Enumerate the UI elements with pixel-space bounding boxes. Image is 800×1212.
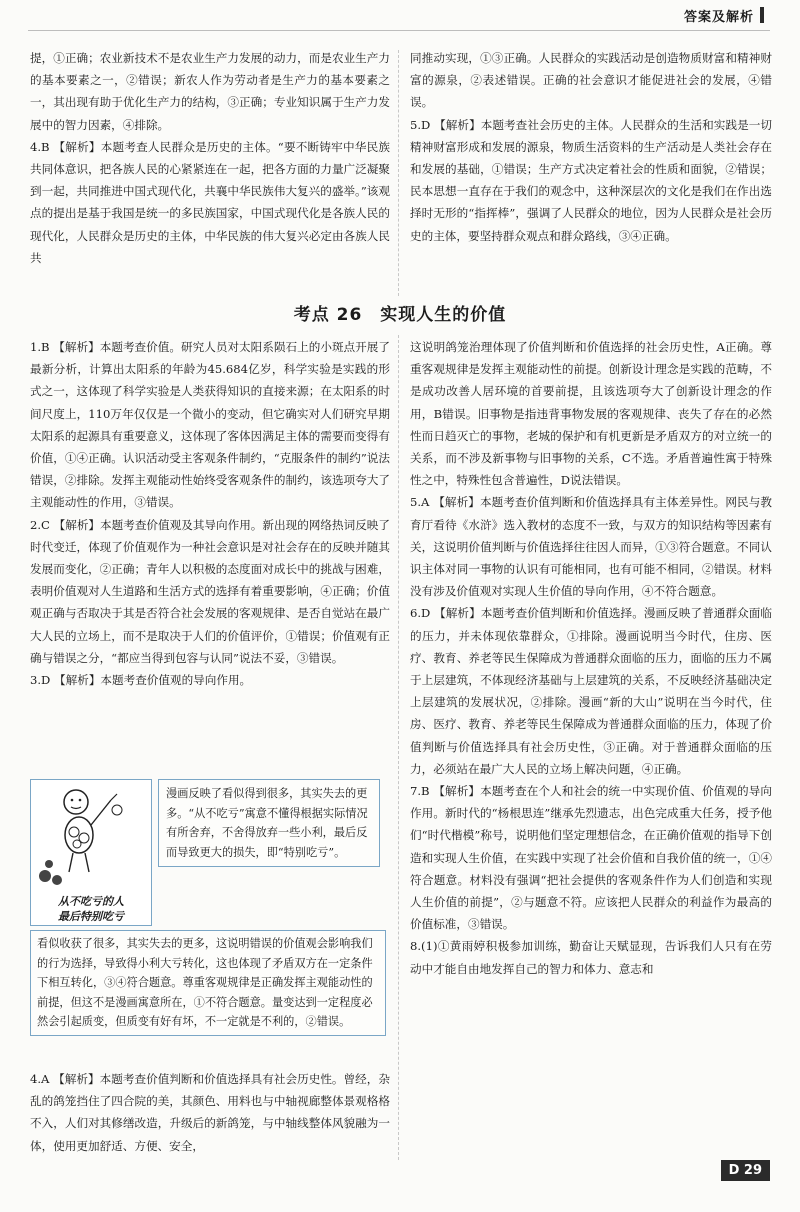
right-main-column bbox=[410, 336, 772, 980]
question-2-answer: 2.C 【解析】本题考查价值观及其导向作用。新出现的网络热词反映了时代变迁，体现了价值观作为一种社会意识是对社会存在的反映并随其发展而变化，②正确；青年人以积极的态度面对成长中的挑战与困难，表明价值观对人生道路和生活方式的选择有着重要影响，④正确；价值观正确与否取决于其是否符合社会发展的客观规律、是否自觉站在最广大人民的立场上，而不是取决于人们的价值评价，①错误；价值观有正确与错误之分，“都应当得到包容与认同”说法不妥，③错误。 bbox=[30, 517, 390, 665]
question-3-answer: 3.D 【解析】本题考查价值观的导向作用。 bbox=[30, 673, 252, 688]
header-bar bbox=[760, 7, 764, 23]
question-7-answer: 7.B 【解析】本题考查在个人和社会的统一中实现价值、价值观的导向作用。新时代的“杨根思连”继承先烈遗志，出色完成重大任务，授予他们“时代楷模”称号，说明他们坚定理想信念，在正确价值观的指导下创造和实现人生价值，在实践中实现了社会价值和自我价值的统一，①④符合题意。材料没有强调“把社会提供的客观条件作为人们创造和实现人生价值的前提”，②与题意不符。应该把人民群众的利益作为最高的价值标准，③错误。 bbox=[410, 784, 772, 932]
column-divider-top bbox=[398, 50, 399, 296]
question-5-answer: 5.D 【解析】本题考查社会历史的主体。人民群众的生活和实践是一切精神财富形成和发展的源泉，物质生活资料的生产活动是人类社会存在和发展的基础，①错误；生产方式决定着社会的性质和面貌，②错误；民本思想一直存在于我们的观念中，这种深层次的文化是我们在作出选择时无形的“指挥棒”，强调了人民群众的地位，因为人民群众是社会历史的主体，要坚持群众观点和群众路线，③④正确。 bbox=[410, 117, 772, 243]
paragraph: 提，①正确；农业新技术不是农业生产力发展的动力，而是农业生产力的基本要素之一，②错误；新农人作为劳动者是生产力的基本要素之一，其出现有助于优化生产力的结构，③正确；专业知识属于生产力发展中的智力因素，④排除。 bbox=[30, 51, 390, 132]
comic-illustration bbox=[30, 779, 152, 926]
question-6-answer: 6.D 【解析】本题考查价值判断和价值选择。漫画反映了普通群众面临的压力，并未体现依靠群众，①排除。漫画说明当今时代，住房、医疗、教育、养老等民生保障成为普通群众面临的压力，面临的压力不属于上层建筑，不体现经济基础与上层建筑的关系，不反映经济基础决定上层建筑的发展状况，②排除。漫画“新的大山”说明在当今时代，住房、医疗、教育、养老等民生保障成为普通群众面临的压力，体现了价值判断与价值选择具有社会历史性，③正确。对于普通群众面临的压力，必须站在最广大人民的立场上解决问题，④正确。 bbox=[410, 606, 772, 776]
comic-caption: 从不吃亏的人 最后特别吃亏 bbox=[58, 895, 124, 923]
analysis-box: 看似收获了很多，其实失去的更多，这说明错误的价值观会影响我们的行为选择，导致得小利大亏转化，这也体现了矛盾双方在一定条件下相互转化，③④符合题意。尊重客观规律是正确发挥主观能动性的前提，但这不是漫画寓意所在，①不符合题意。量变达到一定程度必然会引起质变，但质变有好有坏，不一定就是不利的，②错误。 bbox=[30, 930, 386, 1036]
header-rule bbox=[28, 30, 770, 31]
page-number-badge: D 29 bbox=[721, 1160, 770, 1181]
question-8-answer: 8.(1)①黄雨婷积极参加训练，勤奋让天赋显现，告诉我们人只有在劳动中才能自由地发挥自己的智力和体力、意志和 bbox=[410, 939, 772, 976]
question-1-answer: 1.B 【解析】本题考查价值。研究人员对太阳系陨石上的小斑点开展了最新分析，计算出太阳系的年龄为45.684亿岁，科学实验是实践的形式之一，这体现了科学实验是人类获得知识的直接来源；在太阳系的时间尺度上，110万年仅仅是一个微小的变动，但它确实对人们研究早期太阳系的起源具有重要意义，这体现了客体因满足主体的需要而变得有价值，①④正确。认识活动受主客观条件制约，“克服条件的制约”说法错误，②排除。发挥主观能动性始终受客观条件的制约，该选项夸大了主观能动性的作用，③错误。 bbox=[30, 340, 390, 510]
left-bottom-column bbox=[30, 1068, 390, 1157]
left-top-column bbox=[30, 47, 390, 269]
question-5-answer: 5.A 【解析】本题考查价值判断和价值选择具有主体差异性。网民与教育厅看待《水浒》选入教材的态度不一致，与双方的知识结构等因素有关，这说明价值判断与价值选择往往因人而异，①③符合题意。不同认识主体对同一事物的认识有可能相同，也有可能不相同，②错误。材料没有涉及价值观对实现人生价值的导向作用，④不符合题意。 bbox=[410, 495, 772, 599]
header-label: 答案及解析 bbox=[684, 4, 764, 26]
paragraph: 这说明鸽笼治理体现了价值判断和价值选择的社会历史性，A正确。尊重客观规律是发挥主观能动性的前提。创新设计理念是实践的范畴，不是成功改善人居环境的首要前提，且该选项夸大了创新设计理念的作用，B错误。旧事物是指违背事物发展的客观规律、丧失了存在的必然性而日趋灭亡的事物，老城的保护和有机更新是矛盾双方的对立统一的关系，而不涉及新事物与旧事物的关系，C不选。矛盾普遍性寓于特殊性之中，特殊性包含普遍性，D说法错误。 bbox=[410, 340, 772, 488]
right-top-column bbox=[410, 47, 772, 247]
question-4-answer: 4.B 【解析】本题考查人民群众是历史的主体。“要不断铸牢中华民族共同体意识，把各族人民的心紧紧连在一起，把各方面的力量广泛凝聚到一起，共同推进中国式现代化，共襄中华民族伟大复兴的盛举。”该观点的提出是基于我国是统一的多民族国家，中国式现代化是各族人民的现代化，人民群众是历史的主体，中华民族的伟大复兴必定由各族人民共 bbox=[30, 139, 390, 265]
comic-drawing bbox=[31, 780, 151, 890]
column-divider-main bbox=[398, 335, 399, 1160]
question-4-answer: 4.A 【解析】本题考查价值判断和价值选择具有社会历史性。曾经，杂乱的鸽笼挡住了四合院的美，其颜色、用料也与中轴视廊整体景观格格不入，人们对其修缮改造，升级后的新鸽笼，与中轴线整体风貌融为一体，使用更加舒适、方便、安全， bbox=[30, 1072, 390, 1153]
paragraph: 同推动实现，①③正确。人民群众的实践活动是创造物质财富和精神财富的源泉，②表述错误。正确的社会意识才能促进社会的发展，④错误。 bbox=[410, 51, 772, 110]
section-title: 考点 26 实现人生的价值 bbox=[293, 305, 507, 325]
left-main-column bbox=[30, 336, 390, 691]
comic-callout: 漫画反映了看似得到很多，其实失去的更多。“从不吃亏”寓意不懂得根据实际情况有所舍弃，不舍得放弃一些小利，最后反而导致更大的损失，即“特别吃亏”。 bbox=[158, 779, 380, 867]
